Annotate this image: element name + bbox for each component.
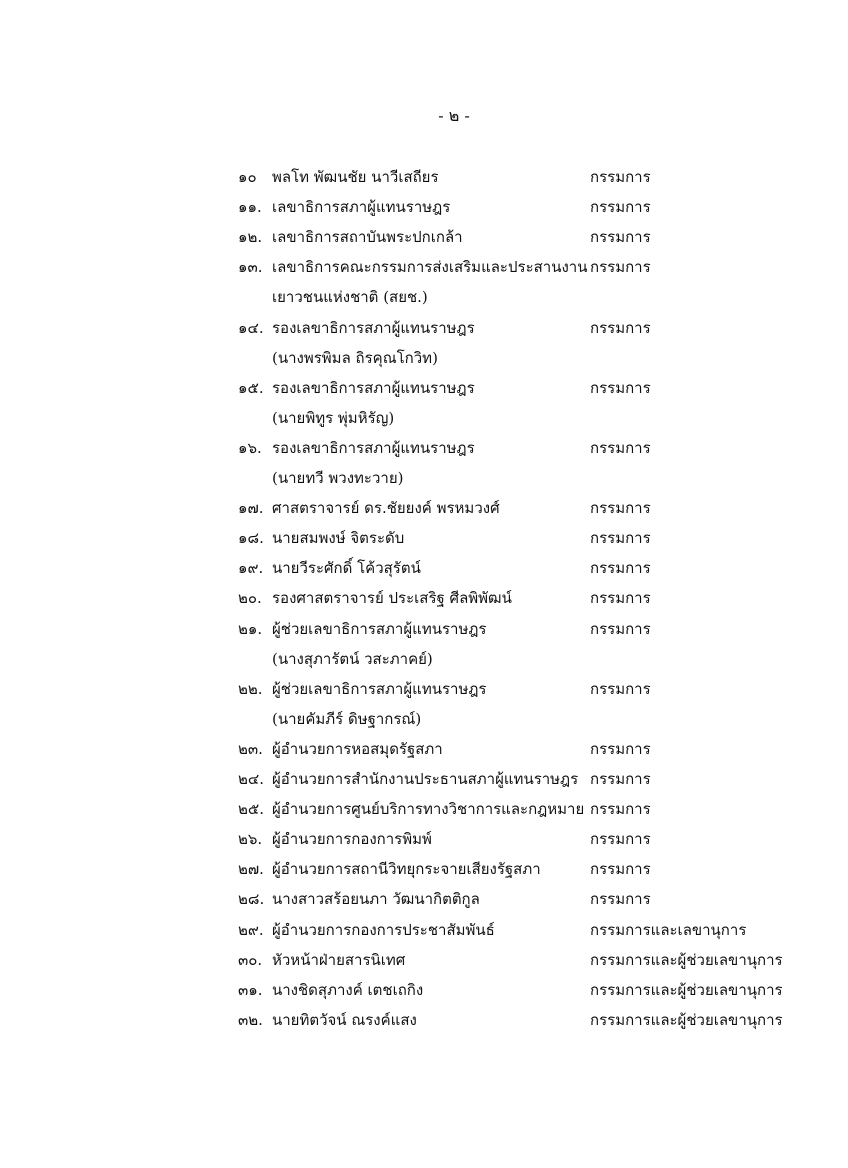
- item-number: ๒๘.: [238, 890, 265, 908]
- item-number: ๑๕.: [238, 379, 264, 397]
- item-subname: (นางพรพิมล ถิรคุณโกวิท): [272, 349, 438, 367]
- item-name: นายวีระศักดิ์ โค้วสุรัตน์: [272, 559, 421, 577]
- item-role: กรรมการ: [590, 499, 651, 517]
- item-name: ผู้อำนวยการหอสมุดรัฐสภา: [272, 740, 443, 758]
- item-number: ๑๗.: [238, 499, 264, 517]
- item-role: กรรมการและผู้ช่วยเลขานุการ: [590, 1011, 783, 1029]
- list-item: [0, 736, 848, 762]
- item-role: กรรมการ: [590, 770, 651, 788]
- item-number: ๑๘.: [238, 529, 264, 547]
- item-role: กรรมการ: [590, 830, 651, 848]
- item-name: ผู้อำนวยการศูนย์บริการทางวิชาการและกฎหมาย: [272, 800, 585, 818]
- list-item: [0, 164, 848, 190]
- item-role: กรรมการ: [590, 379, 651, 397]
- item-role: กรรมการ: [590, 589, 651, 607]
- list-item: [0, 616, 848, 642]
- list-item-continuation: [0, 284, 848, 310]
- list-item: [0, 224, 848, 250]
- list-item: [0, 856, 848, 882]
- list-item-continuation: [0, 706, 848, 732]
- list-item: [0, 947, 848, 973]
- list-item: [0, 585, 848, 611]
- list-item: [0, 766, 848, 792]
- list-item: [0, 977, 848, 1003]
- item-name: ศาสตราจารย์ ดร.ชัยยงค์ พรหมวงศ์: [272, 499, 500, 517]
- item-number: ๑๓.: [238, 258, 263, 276]
- item-name: เลขาธิการสภาผู้แทนราษฎร: [272, 198, 451, 216]
- item-name: หัวหน้าฝ่ายสารนิเทศ: [272, 951, 406, 969]
- item-name: เลขาธิการคณะกรรมการส่งเสริมและประสานงาน: [272, 258, 588, 276]
- item-role: กรรมการ: [590, 860, 651, 878]
- list-item: [0, 796, 848, 822]
- item-role: กรรมการ: [590, 559, 651, 577]
- item-name: นายสมพงษ์ จิตระดับ: [272, 529, 405, 547]
- list-item-continuation: [0, 465, 848, 491]
- item-name: นางสาวสร้อยนภา วัฒนากิตติกูล: [272, 890, 480, 908]
- item-number: ๒๖.: [238, 830, 263, 848]
- item-role: กรรมการ: [590, 198, 651, 216]
- list-item: [0, 525, 848, 551]
- item-number: ๑๖.: [238, 439, 262, 457]
- item-subname: (นายคัมภีร์ ดิษฐากรณ์): [272, 710, 422, 728]
- item-role: กรรมการ: [590, 168, 651, 186]
- item-number: ๑๔.: [238, 319, 264, 337]
- item-name: ผู้อำนวยการสถานีวิทยุกระจายเสียงรัฐสภา: [272, 860, 541, 878]
- item-number: ๓๒.: [238, 1011, 263, 1029]
- list-item: [0, 917, 848, 943]
- list-item-continuation: [0, 646, 848, 672]
- item-number: ๒๙.: [238, 921, 264, 939]
- list-item: [0, 254, 848, 280]
- list-item: [0, 826, 848, 852]
- item-number: ๒๔.: [238, 770, 265, 788]
- item-number: ๒๒.: [238, 680, 263, 698]
- item-subname: (นายพิทูร พุ่มหิรัญ): [272, 409, 395, 427]
- item-name: นายทิตวัจน์ ณรงค์แสง: [272, 1011, 417, 1029]
- item-name: ผู้ช่วยเลขาธิการสภาผู้แทนราษฎร: [272, 620, 487, 638]
- item-number: ๑๐: [238, 168, 257, 186]
- item-role: กรรมการ: [590, 319, 651, 337]
- item-number: ๒๗.: [238, 860, 264, 878]
- item-number: ๒๓.: [238, 740, 263, 758]
- list-item-continuation: [0, 405, 848, 431]
- item-number: ๒๑.: [238, 620, 263, 638]
- page-number: - ๒ -: [438, 106, 470, 125]
- item-name: ผู้อำนวยการกองการพิมพ์: [272, 830, 432, 848]
- list-item: [0, 194, 848, 220]
- item-name: เลขาธิการสถาบันพระปกเกล้า: [272, 228, 463, 246]
- item-number: ๓๐.: [238, 951, 263, 969]
- item-name: นางชิดสุภางค์ เตชเถกิง: [272, 981, 424, 999]
- list-item: [0, 315, 848, 341]
- item-role: กรรมการและผู้ช่วยเลขานุการ: [590, 951, 783, 969]
- item-role: กรรมการ: [590, 800, 651, 818]
- item-name: ผู้ช่วยเลขาธิการสภาผู้แทนราษฎร: [272, 680, 487, 698]
- item-name: พลโท พัฒนชัย นาวีเสถียร: [272, 168, 439, 186]
- item-role: กรรมการและผู้ช่วยเลขานุการ: [590, 981, 783, 999]
- list-item: [0, 495, 848, 521]
- list-item: [0, 676, 848, 702]
- item-role: กรรมการ: [590, 740, 651, 758]
- list-item-continuation: [0, 345, 848, 371]
- item-role: กรรมการ: [590, 620, 651, 638]
- item-subname: เยาวชนแห่งชาติ (สยช.): [272, 288, 428, 306]
- item-subname: (นางสุภารัตน์ วสะภาคย์): [272, 650, 433, 668]
- item-name: รองเลขาธิการสภาผู้แทนราษฎร: [272, 379, 475, 397]
- item-name: รองเลขาธิการสภาผู้แทนราษฎร: [272, 439, 475, 457]
- item-number: ๑๙.: [238, 559, 264, 577]
- item-name: ผู้อำนวยการสำนักงานประธานสภาผู้แทนราษฎร: [272, 770, 579, 788]
- list-item: [0, 435, 848, 461]
- item-number: ๑๑.: [238, 198, 262, 216]
- item-number: ๑๒.: [238, 228, 263, 246]
- item-number: ๒๐.: [238, 589, 262, 607]
- list-item: [0, 1007, 848, 1033]
- item-role: กรรมการ: [590, 529, 651, 547]
- item-number: ๒๕.: [238, 800, 265, 818]
- item-name: รองศาสตราจารย์ ประเสริฐ ศีลพิพัฒน์: [272, 589, 512, 607]
- item-role: กรรมการ: [590, 258, 651, 276]
- list-item: [0, 886, 848, 912]
- item-role: กรรมการ: [590, 890, 651, 908]
- list-item: [0, 375, 848, 401]
- item-role: กรรมการ: [590, 439, 651, 457]
- item-role: กรรมการและเลขานุการ: [590, 921, 747, 939]
- list-item: [0, 555, 848, 581]
- item-role: กรรมการ: [590, 680, 651, 698]
- item-subname: (นายทวี พวงทะวาย): [272, 469, 404, 487]
- item-role: กรรมการ: [590, 228, 651, 246]
- item-number: ๓๑.: [238, 981, 263, 999]
- item-name: รองเลขาธิการสภาผู้แทนราษฎร: [272, 319, 475, 337]
- item-name: ผู้อำนวยการกองการประชาสัมพันธ์: [272, 921, 495, 939]
